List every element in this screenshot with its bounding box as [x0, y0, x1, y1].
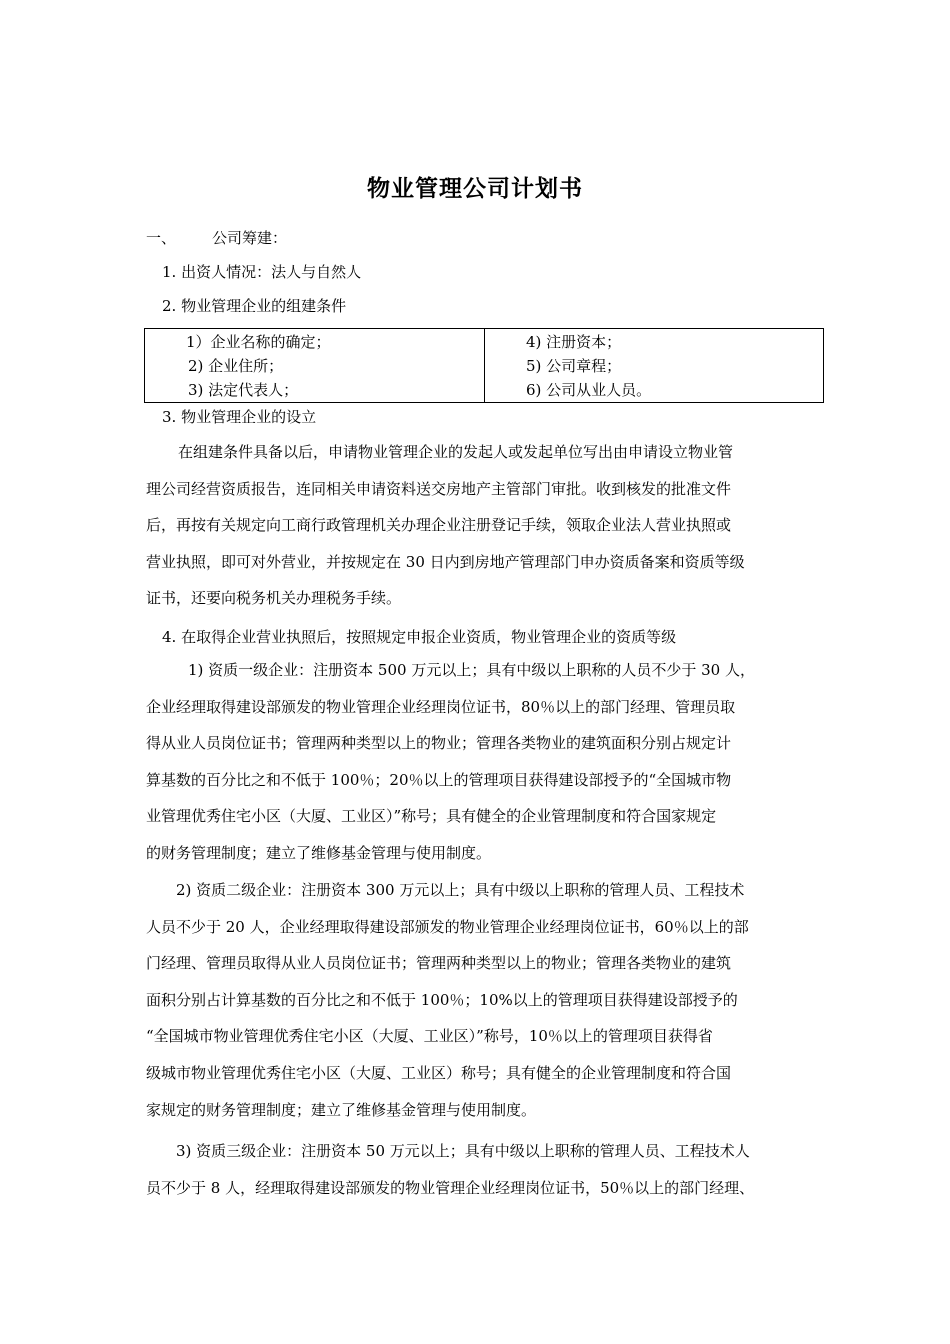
table-cell: 6) 公司从业人员。	[526, 381, 652, 399]
document-title: 物业管理公司计划书	[367, 175, 583, 202]
paragraph-line: 面积分别占计算基数的百分比之和不低于 100％；10%以上的管理项目获得建设部授予的	[146, 990, 738, 1009]
conditions-left-column	[145, 329, 485, 402]
paragraph-line: 业管理优秀住宅小区（大厦、工业区）”称号；具有健全的企业管理制度和符合国家规定	[146, 807, 717, 826]
conditions-right-column	[485, 329, 823, 402]
table-cell: 1）企业名称的确定；	[186, 333, 331, 351]
paragraph-line: 2) 资质二级企业：注册资本 300 万元以上；具有中级以上职称的管理人员、工程技术	[176, 881, 745, 899]
list-item-2: 2. 物业管理企业的组建条件	[162, 297, 347, 315]
item3-paragraph	[146, 434, 810, 617]
paragraph-line: “全国城市物业管理优秀住宅小区（大厦、工业区）”称号，10％以上的管理项目获得省	[146, 1027, 713, 1046]
paragraph-line: 证书，还要向税务机关办理税务手续。	[146, 589, 402, 608]
table-cell: 5) 公司章程；	[526, 357, 622, 375]
paragraph-line: 企业经理取得建设部颁发的物业管理企业经理岗位证书，80％以上的部门经理、管理员取	[146, 697, 736, 716]
paragraph-line: 家规定的财务管理制度；建立了维修基金管理与使用制度。	[146, 1100, 537, 1119]
paragraph-line: 在组建条件具备以后，申请物业管理企业的发起人或发起单位写出由申请设立物业管	[178, 443, 734, 461]
paragraph-line: 员不少于 8 人，经理取得建设部颁发的物业管理企业经理岗位证书，50％以上的部门经理、	[146, 1178, 755, 1197]
paragraph-line: 级城市物业管理优秀住宅小区（大厦、工业区）称号；具有健全的企业管理制度和符合国	[146, 1063, 732, 1082]
level2-paragraph	[146, 872, 810, 1128]
item4-heading: 4. 在取得企业营业执照后，按照规定申报企业资质，物业管理企业的资质等级	[162, 628, 677, 646]
conditions-table	[144, 328, 824, 403]
item3-heading: 3. 物业管理企业的设立	[162, 408, 317, 426]
paragraph-line: 1) 资质一级企业：注册资本 500 万元以上；具有中级以上职称的人员不少于 30 人，	[188, 661, 755, 679]
paragraph-line: 的财务管理制度；建立了维修基金管理与使用制度。	[146, 843, 492, 862]
section-heading: 公司筹建：	[212, 229, 288, 247]
paragraph-line: 后，再按有关规定向工商行政管理机关办理企业注册登记手续，领取企业法人营业执照或	[146, 516, 732, 535]
paragraph-line: 理公司经营资质报告，连同相关申请资料送交房地产主管部门审批。收到核发的批准文件	[146, 479, 732, 498]
table-cell: 2) 企业住所；	[188, 357, 284, 375]
paragraph-line: 算基数的百分比之和不低于 100％；20％以上的管理项目获得建设部授予的“全国城市物	[146, 770, 732, 789]
level1-paragraph	[146, 652, 810, 872]
paragraph-line: 营业执照，即可对外营业，并按规定在 30 日内到房地产管理部门申办资质备案和资质等级	[146, 552, 745, 571]
paragraph-line: 得从业人员岗位证书；管理两种类型以上的物业；管理各类物业的建筑面积分别占规定计	[146, 734, 732, 753]
level3-paragraph	[146, 1133, 810, 1206]
section-number: 一、	[146, 229, 177, 247]
paragraph-line: 门经理、管理员取得从业人员岗位证书；管理两种类型以上的物业；管理各类物业的建筑	[146, 954, 732, 973]
table-cell: 4) 注册资本；	[526, 333, 622, 351]
list-item-1: 1. 出资人情况：法人与自然人	[162, 263, 362, 281]
paragraph-line: 人员不少于 20 人，企业经理取得建设部颁发的物业管理企业经理岗位证书，60％以上的部	[146, 917, 749, 936]
paragraph-line: 3) 资质三级企业：注册资本 50 万元以上；具有中级以上职称的管理人员、工程技术人	[176, 1142, 750, 1160]
table-cell: 3) 法定代表人；	[188, 381, 299, 399]
